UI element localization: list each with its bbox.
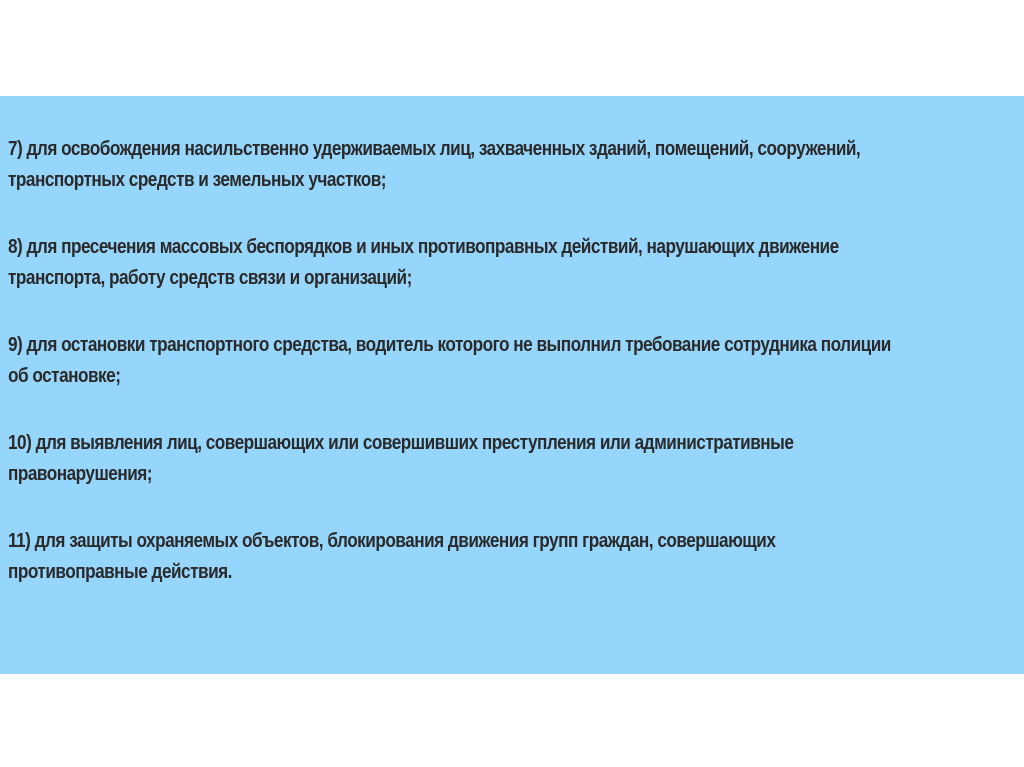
list-item-line: об остановке;: [8, 365, 121, 387]
list-item-line: транспорта, работу средств связи и организаций;: [8, 267, 412, 289]
list-item-line: 10) для выявления лиц, совершающих или совершивших преступления или административные: [8, 432, 794, 454]
list-item-line: 8) для пресечения массовых беспорядков и иных противоправных действий, нарушающих движение: [8, 236, 839, 258]
list-item-line: 9) для остановки транспортного средства, водитель которого не выполнил требование сотрудника полиции: [8, 334, 891, 356]
item-list: [8, 134, 1018, 624]
list-item-11: [8, 526, 1014, 588]
list-item-8: [8, 232, 1014, 294]
list-item-line: 11) для защиты охраняемых объектов, блокирования движения групп граждан, совершающих: [8, 530, 776, 552]
list-item-10: [8, 428, 1014, 490]
list-item-9: [8, 330, 1014, 392]
list-item-7: [8, 134, 1014, 196]
list-item-line: 7) для освобождения насильственно удерживаемых лиц, захваченных зданий, помещений, сооружений,: [8, 138, 861, 160]
list-item-line: противоправные действия.: [8, 561, 232, 583]
list-item-line: правонарушения;: [8, 463, 153, 485]
list-item-line: транспортных средств и земельных участков;: [8, 169, 386, 191]
